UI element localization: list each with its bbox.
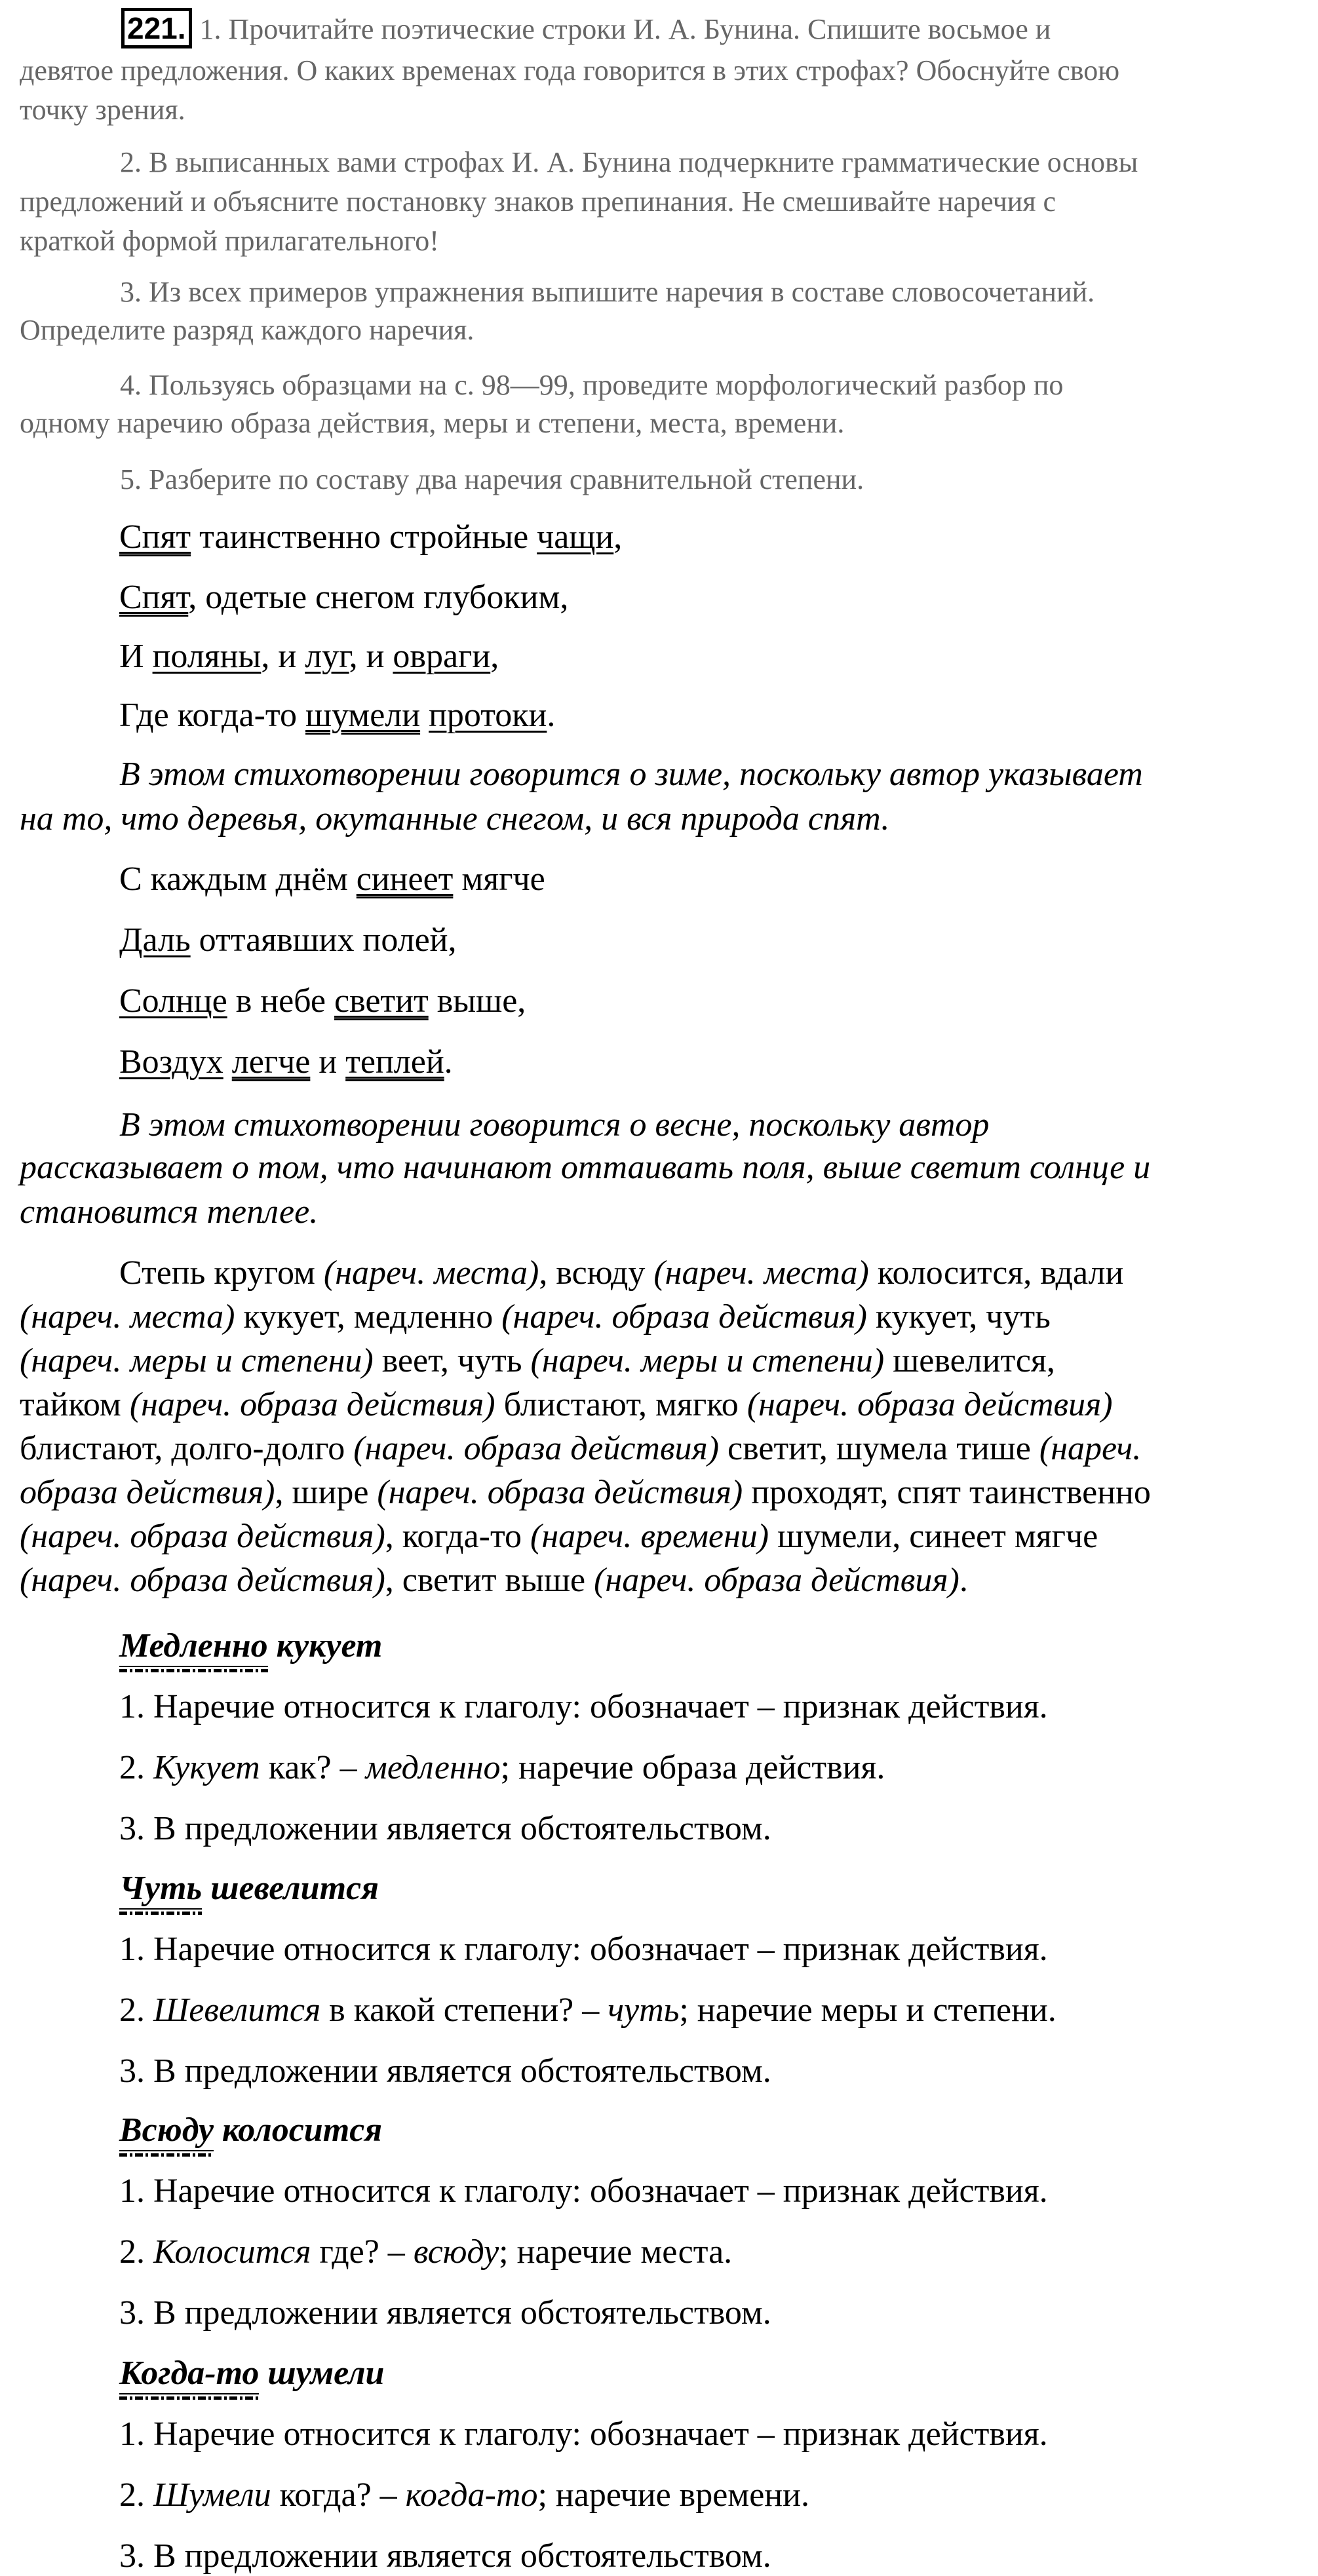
verb: Кукует [153, 1749, 260, 1786]
text: ; наречие места. [499, 2233, 733, 2271]
text: блистают, долго-долго [20, 1430, 354, 1467]
comment1-line-2: на то, что деревья, окутанные снегом, и вся природа спят. [20, 800, 890, 837]
paragraph-line [20, 1517, 1098, 1556]
analysis-heading [119, 2111, 382, 2150]
poem2-line-3 [119, 982, 526, 1021]
exercise-number-badge: 221. [121, 8, 192, 48]
adverb-annotation: (нареч. [1039, 1430, 1142, 1467]
task-2-line-3: краткой формой прилагательного! [20, 225, 439, 257]
task-4-line-2: одному наречию образа действия, меры и степени, места, времени. [20, 407, 845, 439]
text: оттаявших полей, [190, 921, 457, 959]
text: мягче [453, 860, 545, 898]
text: тайком [20, 1386, 130, 1423]
text: , всюду [539, 1254, 654, 1292]
adverb: медленно [365, 1749, 501, 1786]
adverb-annotation: (нареч. образа действия) [746, 1386, 1113, 1423]
adverb: чуть [608, 1991, 680, 2029]
analysis-heading [119, 2354, 384, 2393]
subject: луг [305, 638, 349, 675]
task-text: 1. Прочитайте поэтические строки И. А. Бунина. Спишите восьмое и [199, 13, 1051, 45]
subject: поляны [152, 638, 262, 675]
analysis-point-3 [119, 2294, 771, 2333]
adverb-annotation: (нареч. места) [20, 1298, 235, 1336]
analysis-point-1 [119, 1930, 1048, 1969]
text: 1. Наречие относится к глаголу: обозначает – признак действия. [119, 1931, 1048, 1968]
subject: овраги [393, 638, 491, 675]
subject: Солнце [119, 982, 227, 1020]
poem1-line-3 [119, 637, 499, 676]
adverb-circumstance: Всюду [119, 2111, 214, 2149]
text: кукует, чуть [866, 1298, 1051, 1336]
adverb: всюду [413, 2233, 499, 2271]
adverb-annotation: (нареч. меры и степени) [530, 1342, 885, 1379]
verb: кукует [267, 1627, 383, 1664]
text [223, 1043, 232, 1081]
verb: Шевелится [153, 1991, 321, 2029]
text: ; наречие образа действия. [500, 1749, 885, 1786]
task-3-line-2: Определите разряд каждого наречия. [20, 314, 475, 346]
text: когда? – [271, 2476, 406, 2514]
adverb-annotation: (нареч. места) [323, 1254, 539, 1292]
predicate: светит [334, 982, 429, 1020]
adverb-annotation: (нареч. образа действия) [377, 1474, 743, 1511]
adverb-circumstance: Чуть [119, 1870, 203, 1907]
predicate: Спят [119, 518, 191, 556]
text: 2. [119, 1991, 153, 2029]
text: 2. [119, 2233, 153, 2271]
adverb-annotation: (нареч. образа действия) [129, 1386, 495, 1423]
paragraph-line [20, 1298, 1051, 1337]
text: 2. [119, 2476, 153, 2514]
adverb-annotation: (нареч. места) [653, 1254, 869, 1292]
text: 2. [119, 1749, 153, 1786]
analysis-point-2 [119, 2476, 809, 2515]
text: шевелится, [884, 1342, 1055, 1379]
subject: Воздух [119, 1043, 223, 1081]
text: , когда-то [385, 1518, 531, 1555]
text: где? – [311, 2233, 414, 2271]
predicate: Спят [119, 579, 189, 616]
predicate: синеет [356, 860, 454, 898]
text: светит, шумела тише [719, 1430, 1039, 1467]
text: как? – [260, 1749, 366, 1786]
task-1-line-3: точку зрения. [20, 94, 185, 126]
adverb-circumstance: Медленно [119, 1627, 268, 1664]
text: колосится, вдали [868, 1254, 1124, 1292]
analysis-point-1 [119, 2415, 1048, 2454]
text: в небе [227, 982, 334, 1020]
poem2-line-1 [119, 860, 545, 899]
text: кукует, медленно [235, 1298, 502, 1336]
text: , шире [275, 1474, 378, 1511]
analysis-point-1 [119, 1687, 1048, 1727]
text: таинственно стройные [191, 518, 537, 556]
text: 1. Наречие относится к глаголу: обозначает – признак действия. [119, 2172, 1048, 2210]
analysis-point-3 [119, 2052, 771, 2091]
predicate: теплей [345, 1043, 444, 1081]
adverb-annotation: (нареч. образа действия) [20, 1562, 385, 1599]
adverb-annotation: (нареч. времени) [530, 1518, 769, 1555]
text: блистают, мягко [495, 1386, 747, 1423]
paragraph-line [20, 1429, 1141, 1469]
verb: шумели [259, 2355, 385, 2392]
adverb-annotation: (нареч. образа действия) [20, 1518, 385, 1555]
poem1-line-1 [119, 518, 622, 557]
task-4-line-1: 4. Пользуясь образцами на с. 98—99, проведите морфологический разбор по [120, 369, 1064, 401]
text: , и [349, 638, 393, 675]
text [420, 697, 429, 734]
comment2-line-3: становится теплее. [20, 1193, 319, 1231]
text: . [444, 1043, 453, 1081]
poem2-line-2 [119, 921, 457, 960]
analysis-point-2 [119, 2233, 732, 2272]
paragraph-line [20, 1561, 968, 1600]
text: Степь кругом [119, 1254, 324, 1292]
text: С каждым днём [119, 860, 357, 898]
text: веет, чуть [373, 1342, 531, 1379]
poem1-line-2 [119, 578, 568, 617]
task-2-line-2: предложений и объясните постановку знаков препинания. Не смешивайте наречия с [20, 185, 1056, 218]
analysis-point-1 [119, 2172, 1048, 2211]
text: , светит выше [385, 1562, 594, 1599]
text: 3. В предложении является обстоятельством. [119, 2537, 771, 2575]
subject: Даль [119, 921, 191, 959]
analysis-point-3 [119, 2537, 771, 2576]
subject: чащи [537, 518, 614, 556]
text: Где когда-то [119, 697, 305, 734]
text: , и [261, 638, 305, 675]
text: , одетые снегом глубоким, [188, 579, 569, 616]
paragraph-line [20, 1385, 1113, 1425]
text: шумели, синеет мягче [769, 1518, 1098, 1555]
text: в какой степени? – [320, 1991, 608, 2029]
adverb-annotation: образа действия) [20, 1474, 275, 1511]
subject: протоки [429, 697, 547, 734]
text: , [613, 518, 623, 556]
text: и [310, 1043, 346, 1081]
adverb: когда-то [405, 2476, 538, 2514]
verb: шевелится [202, 1870, 379, 1907]
verb: колосится [213, 2111, 383, 2149]
adverb-annotation: (нареч. образа действия) [594, 1562, 959, 1599]
text: . [959, 1562, 968, 1599]
task-3-line-1: 3. Из всех примеров упражнения выпишите наречия в составе словосочетаний. [120, 276, 1095, 308]
text: проходят, спят таинственно [743, 1474, 1151, 1511]
predicate: шумели [305, 697, 421, 734]
text: 3. В предложении является обстоятельством. [119, 2294, 771, 2332]
poem2-line-4 [119, 1043, 453, 1082]
task-2-line-1: 2. В выписанных вами строфах И. А. Бунина подчеркните грамматические основы [120, 146, 1138, 178]
adverb-annotation: (нареч. меры и степени) [20, 1342, 374, 1379]
text: 1. Наречие относится к глаголу: обозначает – признак действия. [119, 1688, 1048, 1725]
text: ; наречие меры и степени. [679, 1991, 1056, 2029]
verb: Колосится [153, 2233, 311, 2271]
text: . [547, 697, 556, 734]
text: ; наречие времени. [537, 2476, 809, 2514]
adverb-circumstance: Когда-то [119, 2355, 260, 2392]
comment1-line-1: В этом стихотворении говорится о зиме, поскольку автор указывает [119, 756, 1143, 793]
analysis-heading [119, 1869, 379, 1908]
text: И [119, 638, 153, 675]
adverb-annotation: (нареч. образа действия) [501, 1298, 867, 1336]
text: 3. В предложении является обстоятельством. [119, 2052, 771, 2090]
task-1-line-1 [121, 8, 1051, 48]
text: 3. В предложении является обстоятельством. [119, 1810, 771, 1847]
paragraph-line [20, 1341, 1055, 1381]
verb: Шумели [153, 2476, 271, 2514]
adverb-annotation: (нареч. образа действия) [353, 1430, 720, 1467]
comment2-line-2: рассказывает о том, что начинают оттаивать поля, выше светит солнце и [20, 1149, 1151, 1186]
analysis-point-2 [119, 1991, 1056, 2030]
predicate: легче [231, 1043, 311, 1081]
comment2-line-1: В этом стихотворении говорится о весне, поскольку автор [119, 1106, 990, 1144]
text: 1. Наречие относится к глаголу: обозначает – признак действия. [119, 2415, 1048, 2453]
text: выше, [428, 982, 526, 1020]
poem1-line-4 [119, 696, 555, 735]
text: , [490, 638, 499, 675]
analysis-point-3 [119, 1809, 771, 1849]
analysis-heading [119, 1626, 382, 1666]
task-1-line-2: девятое предложения. О каких временах года говорится в этих строфах? Обоснуйте свою [20, 54, 1120, 87]
task-5: 5. Разберите по составу два наречия сравнительной степени. [120, 463, 864, 495]
paragraph-line [119, 1254, 1123, 1293]
analysis-point-2 [119, 1748, 885, 1788]
paragraph-line [20, 1473, 1151, 1512]
